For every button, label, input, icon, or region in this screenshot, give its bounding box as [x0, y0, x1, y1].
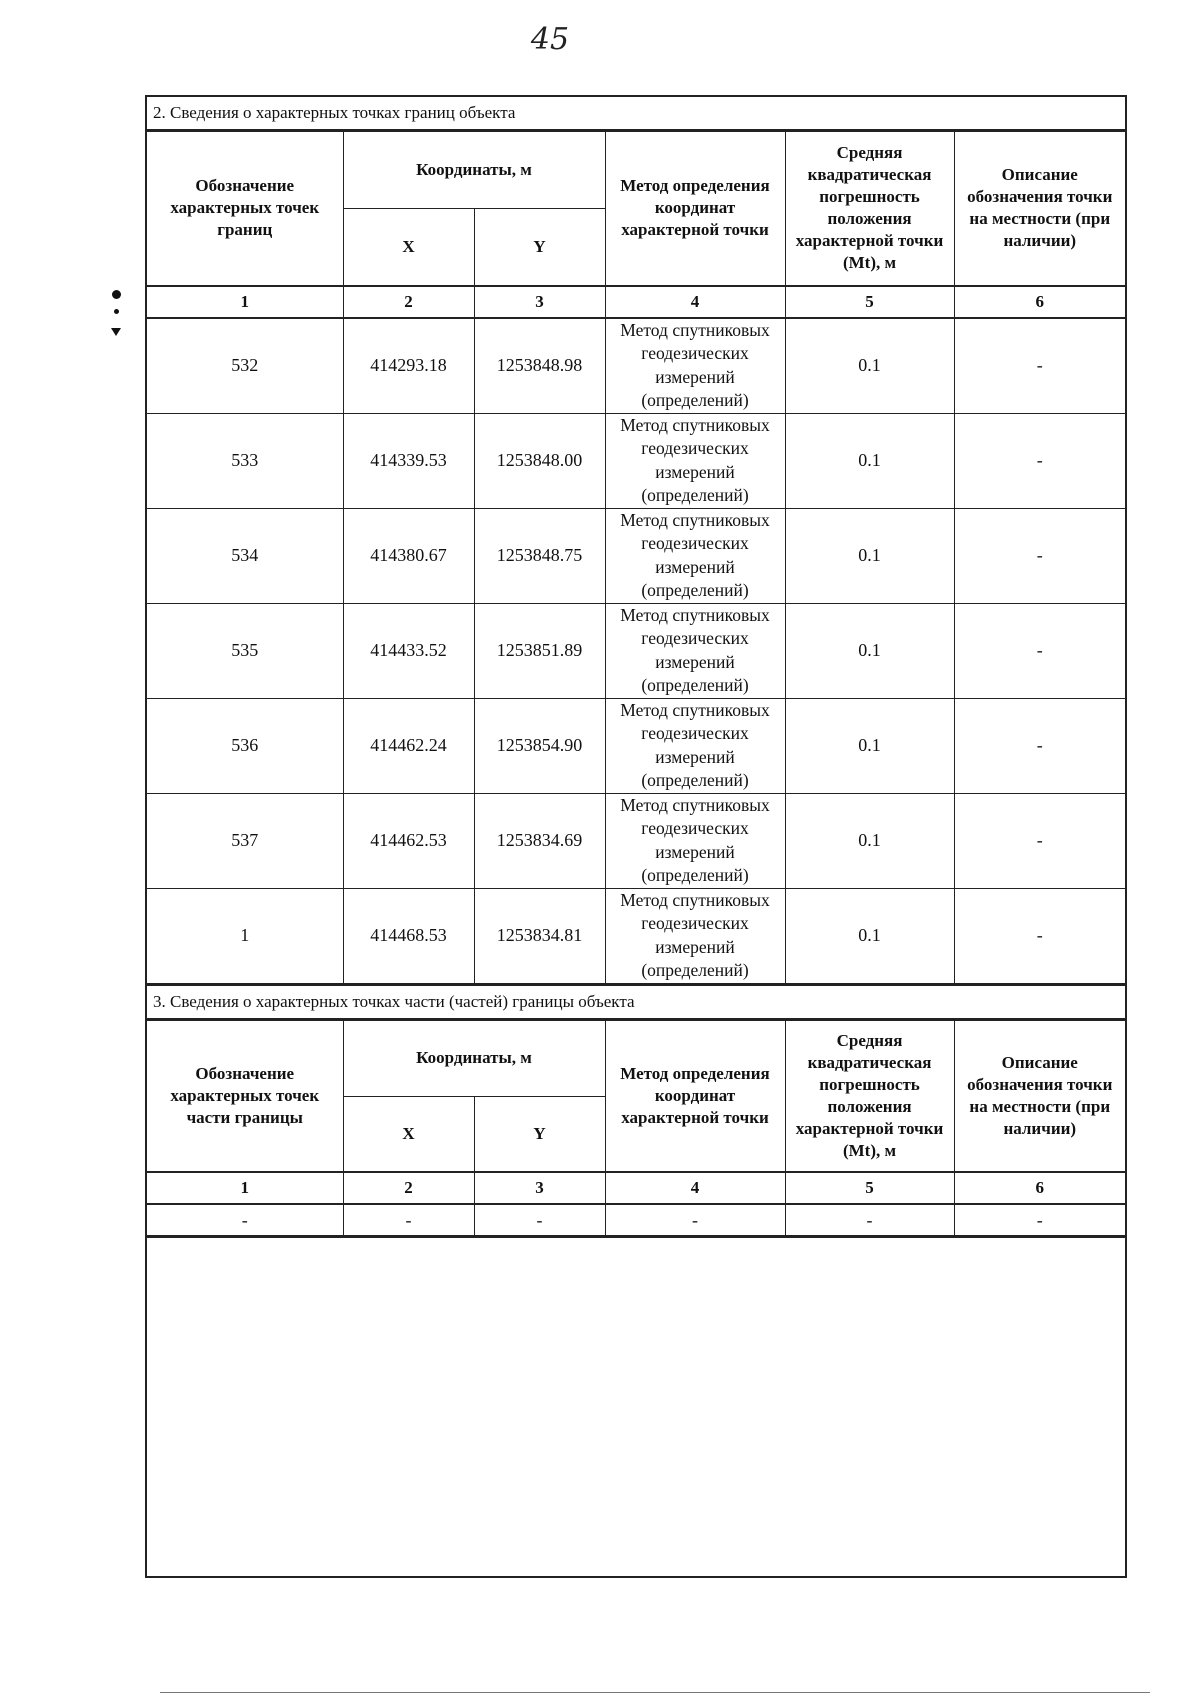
method: Метод спутниковых геодезических измерений (определений) [605, 888, 785, 983]
column-number: 3 [474, 286, 605, 318]
method: Метод спутниковых геодезических измерений (определений) [605, 413, 785, 508]
header-designation: Обозначение характерных точек границ [147, 132, 343, 286]
table-row [147, 793, 1125, 888]
header-error: Средняя квадратическая погрешность положения характерной точки (Mt), м [785, 1020, 954, 1172]
point-description: - [954, 793, 1125, 888]
table-row [147, 603, 1125, 698]
method: Метод спутниковых геодезических измерений (определений) [605, 603, 785, 698]
header-x: X [343, 209, 474, 286]
mean-error: 0.1 [785, 318, 954, 414]
column-number: 2 [343, 286, 474, 318]
table-row [147, 698, 1125, 793]
column-number: 4 [605, 1172, 785, 1204]
mean-error: 0.1 [785, 698, 954, 793]
table-row [147, 888, 1125, 983]
coord-x: - [343, 1204, 474, 1236]
margin-marks [110, 290, 122, 346]
mean-error: 0.1 [785, 508, 954, 603]
point-id: 1 [147, 888, 343, 983]
punch-mark [111, 328, 121, 336]
coord-x: 414339.53 [343, 413, 474, 508]
table-row [147, 1204, 1125, 1236]
coord-y: 1253848.75 [474, 508, 605, 603]
point-id: - [147, 1204, 343, 1236]
table-row [147, 508, 1125, 603]
blank-area [147, 1236, 1125, 1578]
coord-y: 1253834.81 [474, 888, 605, 983]
header-coordinates: Координаты, м [343, 132, 605, 209]
section3-title: 3. Сведения о характерных точках части (частей) границы объекта [147, 984, 1125, 1020]
header-x: X [343, 1096, 474, 1172]
column-number: 6 [954, 286, 1125, 318]
header-method: Метод определения координат характерной точки [605, 132, 785, 286]
coord-x: 414462.24 [343, 698, 474, 793]
header-coordinates: Координаты, м [343, 1020, 605, 1096]
header-y: Y [474, 209, 605, 286]
coord-y: 1253854.90 [474, 698, 605, 793]
coord-x: 414293.18 [343, 318, 474, 414]
mean-error: - [785, 1204, 954, 1236]
coord-y: 1253851.89 [474, 603, 605, 698]
point-id: 537 [147, 793, 343, 888]
method: - [605, 1204, 785, 1236]
mean-error: 0.1 [785, 413, 954, 508]
table-row [147, 413, 1125, 508]
column-number: 4 [605, 286, 785, 318]
point-id: 536 [147, 698, 343, 793]
point-description: - [954, 603, 1125, 698]
header-y: Y [474, 1096, 605, 1172]
header-description: Описание обозначения точки на местности (при наличии) [954, 132, 1125, 286]
column-number: 6 [954, 1172, 1125, 1204]
method: Метод спутниковых геодезических измерений (определений) [605, 793, 785, 888]
section3-table [147, 1020, 1125, 1237]
mean-error: 0.1 [785, 793, 954, 888]
coord-y: 1253834.69 [474, 793, 605, 888]
point-description: - [954, 318, 1125, 414]
method: Метод спутниковых геодезических измерений (определений) [605, 318, 785, 414]
document-sheet [145, 95, 1127, 1578]
coord-y: 1253848.00 [474, 413, 605, 508]
column-number: 5 [785, 1172, 954, 1204]
point-description: - [954, 698, 1125, 793]
point-id: 533 [147, 413, 343, 508]
punch-mark [114, 309, 119, 314]
header-designation: Обозначение характерных точек части границы [147, 1020, 343, 1172]
coord-y: - [474, 1204, 605, 1236]
section2-table [147, 131, 1125, 984]
point-description: - [954, 413, 1125, 508]
mean-error: 0.1 [785, 603, 954, 698]
header-description: Описание обозначения точки на местности (при наличии) [954, 1020, 1125, 1172]
method: Метод спутниковых геодезических измерений (определений) [605, 698, 785, 793]
coord-x: 414380.67 [343, 508, 474, 603]
point-id: 535 [147, 603, 343, 698]
column-number: 3 [474, 1172, 605, 1204]
point-description: - [954, 508, 1125, 603]
method: Метод спутниковых геодезических измерений (определений) [605, 508, 785, 603]
column-number: 5 [785, 286, 954, 318]
column-number: 1 [147, 1172, 343, 1204]
point-description: - [954, 888, 1125, 983]
mean-error: 0.1 [785, 888, 954, 983]
page-number: 45 [530, 22, 570, 57]
header-error: Средняя квадратическая погрешность положения характерной точки (Mt), м [785, 132, 954, 286]
coord-x: 414462.53 [343, 793, 474, 888]
coord-y: 1253848.98 [474, 318, 605, 414]
coord-x: 414468.53 [343, 888, 474, 983]
section2-title: 2. Сведения о характерных точках границ объекта [147, 97, 1125, 131]
punch-mark [112, 290, 121, 299]
header-method: Метод определения координат характерной точки [605, 1020, 785, 1172]
table-row [147, 318, 1125, 414]
coord-x: 414433.52 [343, 603, 474, 698]
point-id: 532 [147, 318, 343, 414]
column-number: 2 [343, 1172, 474, 1204]
point-id: 534 [147, 508, 343, 603]
scan-edge-line [160, 1692, 1150, 1693]
column-number: 1 [147, 286, 343, 318]
point-description: - [954, 1204, 1125, 1236]
